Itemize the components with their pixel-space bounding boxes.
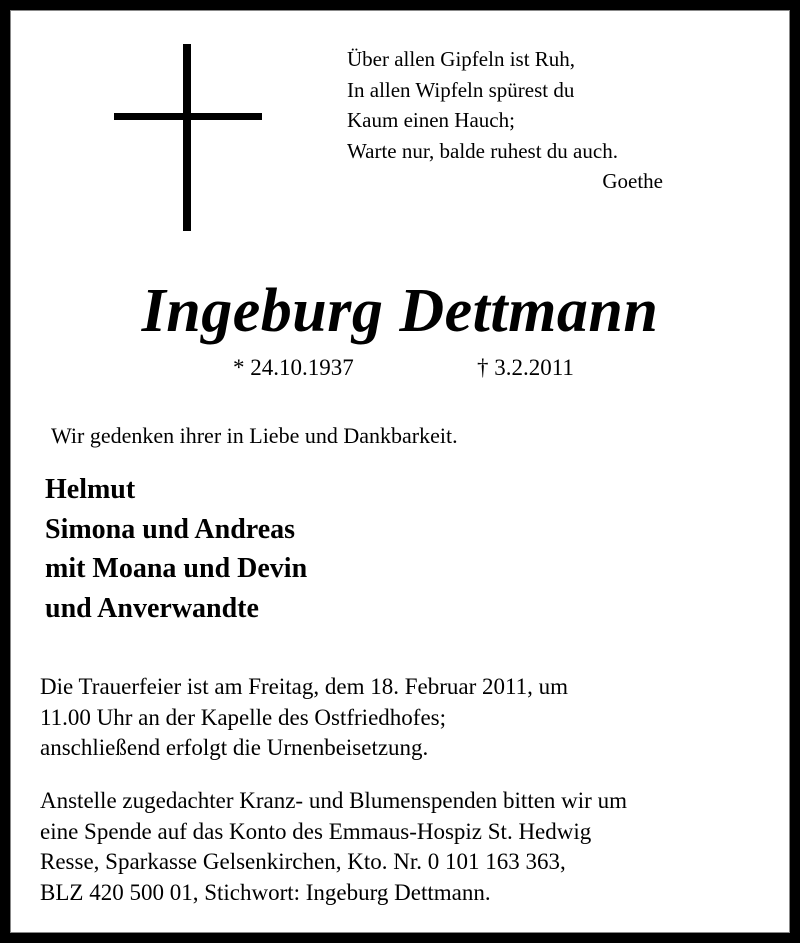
- family-member: Helmut: [45, 474, 136, 505]
- poem-line: In allen Wipfeln spürest du: [347, 77, 575, 102]
- birth-date: * 24.10.1937: [233, 355, 354, 380]
- poem-line: Kaum einen Hauch;: [347, 108, 515, 132]
- ceremony-line: Die Trauerfeier ist am Freitag, dem 18. Februar 2011, um: [40, 674, 569, 699]
- poem-author: Goethe: [602, 169, 663, 193]
- donation-line: eine Spende auf das Konto des Emmaus-Hospiz St. Hedwig: [40, 818, 592, 844]
- ceremony-info: [40, 672, 568, 764]
- family-member: mit Moana und Devin: [45, 553, 308, 584]
- donation-info: [40, 786, 627, 908]
- donation-line: Resse, Sparkasse Gelsenkirchen, Kto. Nr. 0 101 163 363,: [40, 849, 566, 874]
- poem-line: Warte nur, balde ruhest du auch.: [347, 138, 618, 163]
- ceremony-line: 11.00 Uhr an der Kapelle des Ostfriedhofes;: [40, 704, 446, 730]
- family-member: und Anverwandte: [45, 592, 259, 624]
- poem-line: Über allen Gipfeln ist Ruh,: [347, 47, 576, 71]
- donation-line: BLZ 420 500 01, Stichwort: Ingeburg Dettmann.: [40, 879, 491, 905]
- ceremony-line: anschließend erfolgt die Urnenbeisetzung.: [40, 735, 429, 760]
- cross-horizontal-bar: [114, 113, 262, 120]
- poem-quote: [347, 44, 663, 197]
- death-date: † 3.2.2011: [477, 355, 574, 380]
- donation-line: Anstelle zugedachter Kranz- und Blumenspenden bitten wir um: [40, 788, 627, 813]
- memory-line: Wir gedenken ihrer in Liebe und Dankbarkeit.: [51, 423, 458, 448]
- cross-vertical-bar: [183, 44, 191, 231]
- deceased-name: Ingeburg Dettmann: [141, 277, 659, 345]
- family-member: Simona und Andreas: [45, 513, 296, 545]
- family-list: [45, 470, 307, 628]
